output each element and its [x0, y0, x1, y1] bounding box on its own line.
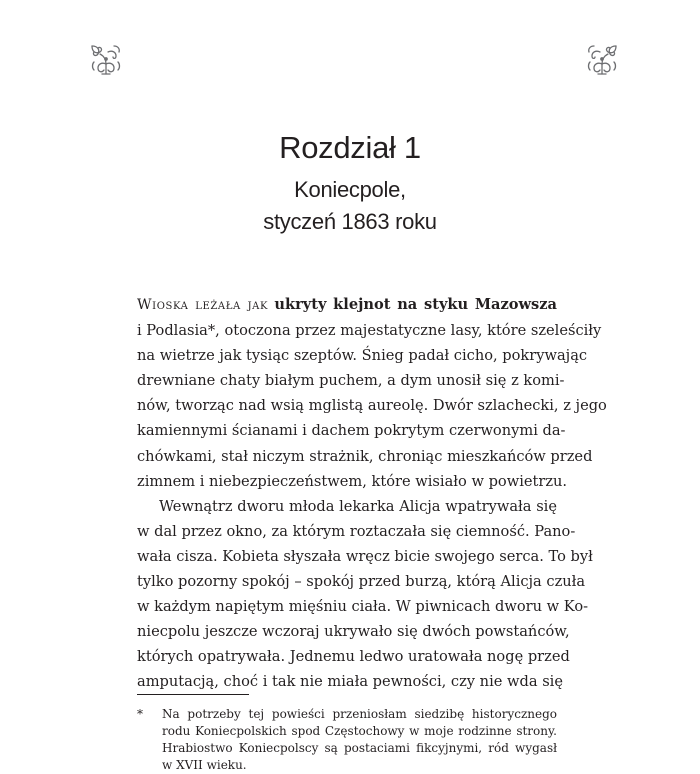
footnote-mark: * — [137, 707, 143, 721]
footnote-line: Na potrzeby tej powieści przeniosłam siedzibę historycznego — [162, 707, 557, 721]
text-line: Wewnątrz dworu młoda lekarka Alicja wpatrywała się — [159, 497, 557, 515]
floral-ornament-icon — [584, 42, 620, 78]
text-line: amputacją, choć i tak nie miała pewności, czy nie wda się — [137, 673, 563, 691]
text-line: i Podlasia*, otoczona przez majestatyczne lasy, które szeleściły — [137, 322, 602, 340]
chapter-subtitle-place: Koniecpole, — [294, 177, 406, 202]
lead-in-smallcaps: Wioska leżała jak — [137, 297, 269, 313]
footnote-line: rodu Koniecpolskich spod Częstochowy w moje rodzinne strony. — [162, 724, 557, 738]
text-line: tylko pozorny spokój – spokój przed burzą, którą Alicja czuła — [137, 573, 586, 591]
lead-in-bold: ukryty klejnot na styku Mazowsza — [274, 296, 558, 313]
text-line: w każdym napiętym mięśniu ciała. W piwnicach dworu w Ko- — [137, 598, 589, 616]
text-line: których opatrywała. Jednemu ledwo uratowała nogę przed — [137, 648, 570, 666]
text-line: nów, tworząc nad wsią mglistą aureolę. Dwór szlachecki, z jego — [137, 397, 607, 415]
text-line — [137, 292, 557, 318]
footnote-line: w XVII wieku. — [162, 758, 247, 772]
chapter-title: Rozdział 1 — [279, 130, 421, 165]
text-line: chówkami, stał niczym strażnik, chroniąc mieszkańców przed — [137, 447, 593, 465]
text-line: na wietrze jak tysiąc szeptów. Śnieg padał cicho, pokrywając — [137, 347, 588, 365]
footnote-line: Hrabiostwo Koniecpolscy są postaciami fikcyjnymi, ród wygasł — [162, 741, 557, 755]
paragraph-1 — [137, 292, 607, 494]
text-line: niecpolu jeszcze wczoraj ukrywało się dwóch powstańców, — [137, 623, 570, 641]
text-line: w dal przez okno, za którym roztaczała się ciemność. Pano- — [137, 522, 576, 540]
floral-ornament-icon — [88, 42, 124, 78]
text-line: wała cisza. Kobieta słyszała wręcz bicie swojego serca. To był — [137, 547, 593, 565]
text-line: kamiennymi ścianami i dachem pokrytym czerwonymi da- — [137, 422, 566, 440]
footnote — [137, 706, 557, 774]
footnote-text — [162, 706, 557, 774]
text-line: drewniane chaty białym puchem, a dym unosił się z komi- — [137, 372, 565, 390]
body-text — [137, 292, 607, 695]
footnote-divider — [137, 694, 249, 695]
chapter-subtitle-date: styczeń 1863 roku — [263, 209, 437, 234]
text-line: zimnem i niebezpieczeństwem, które wisiało w powietrzu. — [137, 472, 568, 490]
paragraph-2 — [137, 494, 593, 695]
